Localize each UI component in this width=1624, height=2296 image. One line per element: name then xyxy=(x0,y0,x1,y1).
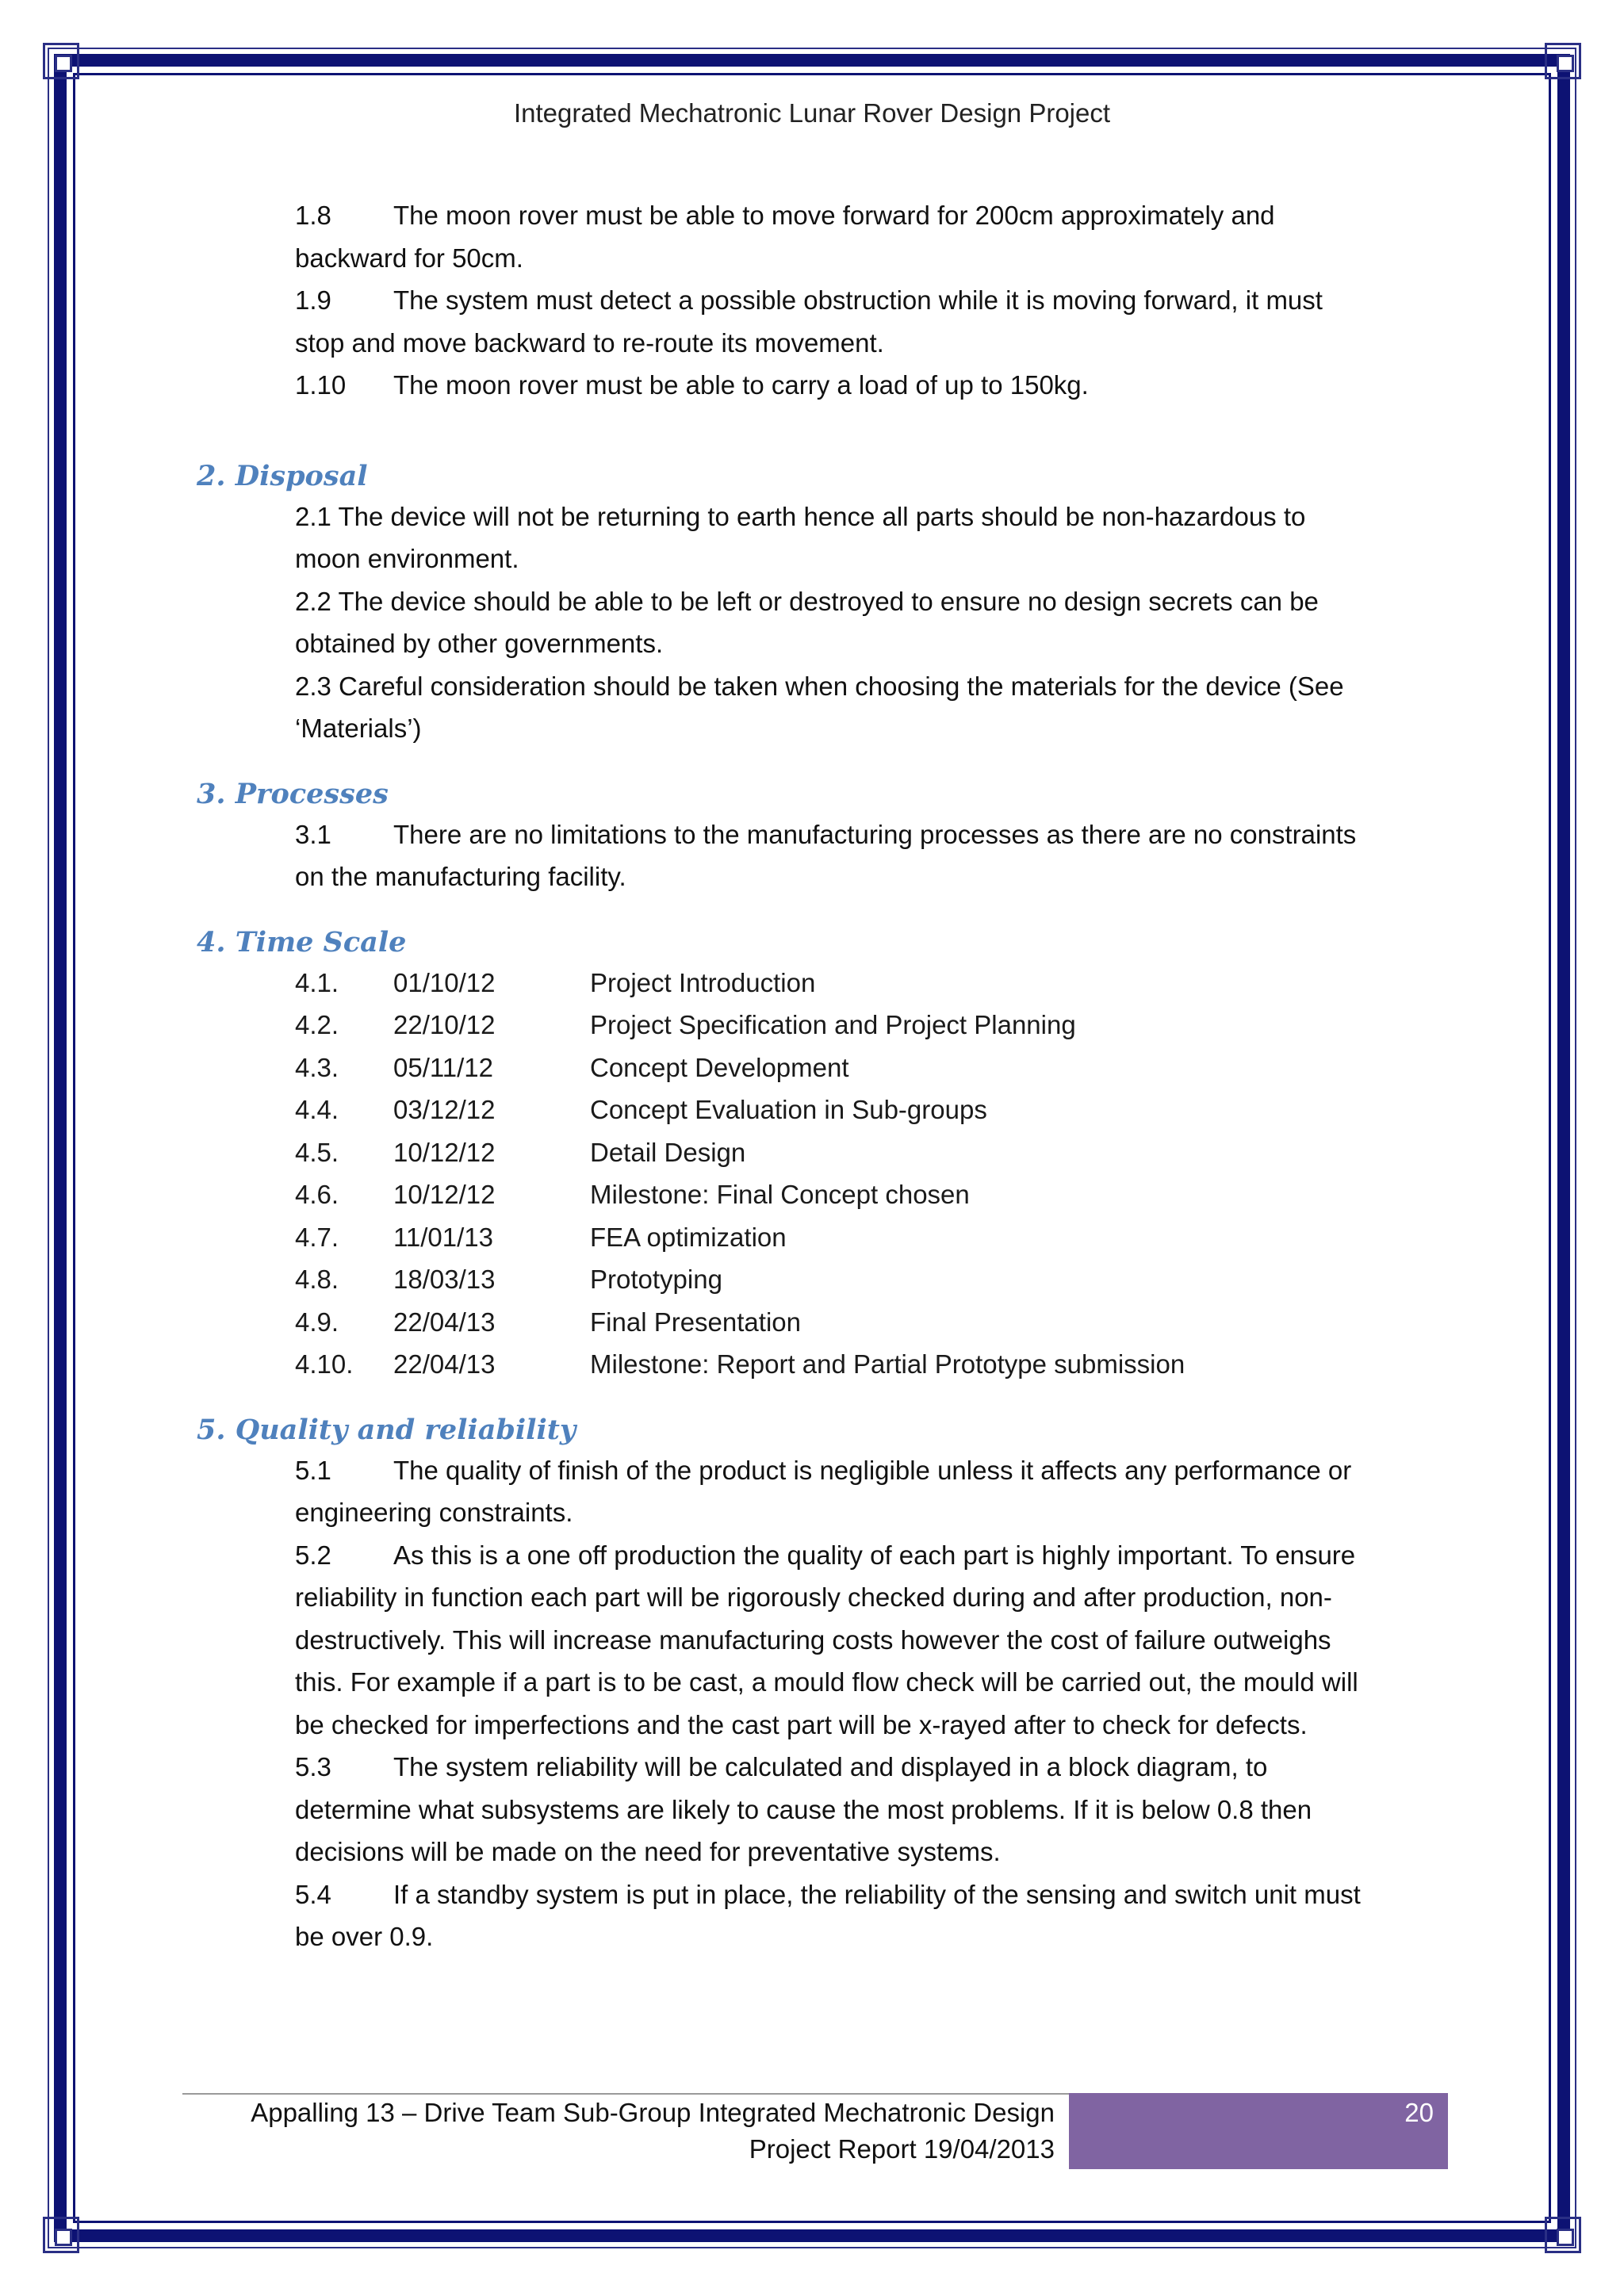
timescale-row: 4.2. 22/10/12 Project Specification and Project Planning xyxy=(295,1010,1076,1039)
corner-ornament xyxy=(43,2217,79,2253)
section-heading-quality: 5. Quality and reliability xyxy=(197,1413,576,1446)
timescale-row: 4.10. 22/04/13 Milestone: Report and Partial Prototype submission xyxy=(295,1349,1185,1379)
corner-ornament xyxy=(1545,2217,1581,2253)
timescale-row: 4.7. 11/01/13 FEA optimization xyxy=(295,1222,787,1252)
footer-text: Appalling 13 – Drive Team Sub-Group Integrated Mechatronic Design Project Report 19/04/2013 xyxy=(251,2098,1055,2164)
corner-ornament xyxy=(43,43,79,79)
document-body xyxy=(197,194,1434,1958)
timescale-row: 4.8. 18/03/13 Prototyping xyxy=(295,1265,722,1294)
requirement-item: 1.9 The system must detect a possible obstruction while it is moving forward, it must stop and move backward to re-route its movement. xyxy=(295,285,1323,358)
section-heading-processes: 3. Processes xyxy=(197,777,389,810)
quality-item: 5.4 If a standby system is put in place, the reliability of the sensing and switch unit must be over 0.9. xyxy=(295,1879,1361,1951)
requirement-item: 1.10 The moon rover must be able to carry a load of up to 150kg. xyxy=(295,370,1089,400)
timescale-list xyxy=(197,962,1434,1386)
page-header: Integrated Mechatronic Lunar Rover Design Project xyxy=(513,98,1111,128)
page-number: 20 xyxy=(1404,2098,1434,2127)
quality-item: 5.3 The system reliability will be calculated and displayed in a block diagram, to determine what subsystems are likely to cause the most problems. If it is below 0.8 then decisions will be made on the need for preventative systems. xyxy=(295,1752,1312,1866)
section-heading-disposal: 2. Disposal xyxy=(197,459,368,492)
processes-item: 3.1 There are no limitations to the manufacturing processes as there are no constraints on the manufacturing facility. xyxy=(295,819,1357,891)
timescale-row: 4.5. 10/12/12 Detail Design xyxy=(295,1137,746,1167)
corner-ornament xyxy=(1545,43,1581,79)
page-number-box xyxy=(1069,2093,1448,2169)
timescale-row: 4.4. 03/12/12 Concept Evaluation in Sub-groups xyxy=(295,1095,987,1124)
timescale-row: 4.6. 10/12/12 Milestone: Final Concept chosen xyxy=(295,1180,970,1209)
disposal-text: 2.1 The device will not be returning to earth hence all parts should be non-hazardous to moon environment. 2.2 The device should be able to be left or destroyed to ensure no design secrets can be obtained by other governments. 2.3 Careful consideration should be taken when choosing the materials for the device (See ‘Materials’) xyxy=(295,501,1344,743)
timescale-row: 4.1. 01/10/12 Project Introduction xyxy=(295,967,816,997)
quality-item: 5.2 As this is a one off production the quality of each part is highly important. To ensure reliability in function each part will be rigorously checked during and after production, non- destructively. This will increase manufacturing costs however the cost of failure outweighs this. For example if a part is to be cast, a mould flow check will be carried out, the mould will be checked for imperfections and the cast part will be x-rayed after to check for defects. xyxy=(295,1540,1358,1739)
timescale-row: 4.9. 22/04/13 Final Presentation xyxy=(295,1307,801,1337)
section-heading-time-scale: 4. Time Scale xyxy=(197,925,407,959)
requirement-item: 1.8 The moon rover must be able to move forward for 200cm approximately and backward for 50cm. xyxy=(295,201,1275,273)
timescale-row: 4.3. 05/11/12 Concept Development xyxy=(295,1052,849,1082)
quality-item: 5.1 The quality of finish of the product is negligible unless it affects any performance or engineering constraints. xyxy=(295,1455,1352,1527)
